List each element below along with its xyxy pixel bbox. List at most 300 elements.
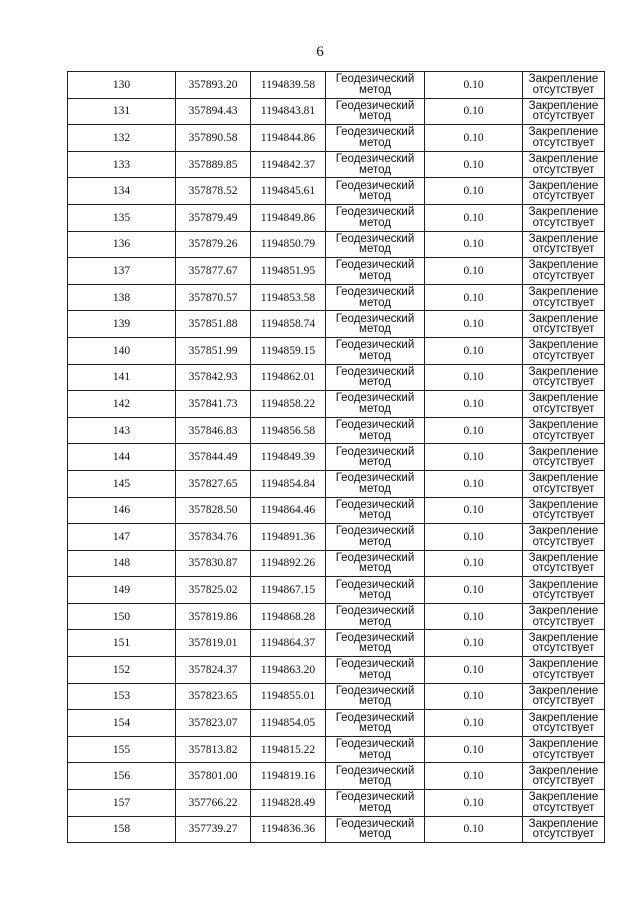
- table-row: [68, 364, 605, 391]
- marking-line-1: Закрепление: [528, 764, 599, 777]
- coordinate-x: 357828.50: [176, 497, 251, 524]
- coordinates-table: [67, 71, 605, 843]
- marking-line-2: отсутствует: [532, 642, 595, 655]
- mean-square-error: 0.10: [425, 98, 523, 125]
- method-line-2: метод: [359, 695, 391, 708]
- coordinate-x: 357879.26: [176, 231, 251, 258]
- method-line-1: Геодезический: [335, 232, 415, 245]
- coordinate-x: 357879.49: [176, 204, 251, 231]
- point-number: 156: [68, 763, 176, 790]
- mean-square-error: 0.10: [425, 736, 523, 763]
- mean-square-error: 0.10: [425, 258, 523, 285]
- coordinate-x: 357894.43: [176, 98, 251, 125]
- table-row: [68, 151, 605, 178]
- marking-description: [523, 417, 605, 444]
- table-row: [68, 497, 605, 524]
- method-line-2: метод: [359, 429, 391, 442]
- marking-line-1: Закрепление: [528, 445, 599, 458]
- method-line-1: Геодезический: [335, 153, 415, 166]
- determination-method: [326, 550, 425, 577]
- method-line-1: Геодезический: [335, 791, 415, 804]
- point-number: 138: [68, 284, 176, 311]
- method-line-1: Геодезический: [335, 631, 415, 644]
- marking-line-1: Закрепление: [528, 817, 599, 830]
- mean-square-error: 0.10: [425, 72, 523, 99]
- determination-method: [326, 763, 425, 790]
- marking-line-1: Закрепление: [528, 339, 599, 352]
- marking-description: [523, 72, 605, 99]
- marking-description: [523, 98, 605, 125]
- coordinate-x: 357846.83: [176, 417, 251, 444]
- method-line-2: метод: [359, 296, 391, 309]
- point-number: 149: [68, 577, 176, 604]
- marking-line-1: Закрепление: [528, 179, 599, 192]
- coordinate-y: 1194868.28: [251, 603, 326, 630]
- marking-line-2: отсутствует: [532, 695, 595, 708]
- method-line-2: метод: [359, 748, 391, 761]
- marking-line-2: отсутствует: [532, 589, 595, 602]
- marking-line-2: отсутствует: [532, 801, 595, 814]
- marking-description: [523, 204, 605, 231]
- table-row: [68, 524, 605, 551]
- method-line-1: Геодезический: [335, 419, 415, 432]
- coordinate-x: 357851.99: [176, 337, 251, 364]
- method-line-2: метод: [359, 376, 391, 389]
- coordinate-y: 1194819.16: [251, 763, 326, 790]
- table-row: [68, 603, 605, 630]
- marking-line-1: Закрепление: [528, 419, 599, 432]
- method-line-2: метод: [359, 828, 391, 841]
- marking-line-1: Закрепление: [528, 232, 599, 245]
- coordinate-x: 357819.86: [176, 603, 251, 630]
- method-line-2: метод: [359, 615, 391, 628]
- point-number: 139: [68, 311, 176, 338]
- coordinate-y: 1194864.37: [251, 630, 326, 657]
- determination-method: [326, 736, 425, 763]
- coordinate-y: 1194854.84: [251, 470, 326, 497]
- marking-description: [523, 391, 605, 418]
- table-row: [68, 125, 605, 152]
- marking-description: [523, 231, 605, 258]
- coordinate-y: 1194836.36: [251, 816, 326, 843]
- marking-line-1: Закрепление: [528, 791, 599, 804]
- coordinate-x: 357825.02: [176, 577, 251, 604]
- coordinate-x: 357813.82: [176, 736, 251, 763]
- determination-method: [326, 364, 425, 391]
- table-row: [68, 577, 605, 604]
- marking-line-2: отсутствует: [532, 269, 595, 282]
- table-row: [68, 231, 605, 258]
- marking-description: [523, 683, 605, 710]
- mean-square-error: 0.10: [425, 337, 523, 364]
- table-row: [68, 337, 605, 364]
- table-row: [68, 72, 605, 99]
- point-number: 147: [68, 524, 176, 551]
- marking-description: [523, 311, 605, 338]
- method-line-1: Геодезический: [335, 578, 415, 591]
- coordinate-x: 357819.01: [176, 630, 251, 657]
- point-number: 157: [68, 790, 176, 817]
- mean-square-error: 0.10: [425, 151, 523, 178]
- coordinate-y: 1194839.58: [251, 72, 326, 99]
- table-row: [68, 391, 605, 418]
- method-line-1: Геодезический: [335, 339, 415, 352]
- table-row: [68, 816, 605, 843]
- table-row: [68, 470, 605, 497]
- determination-method: [326, 683, 425, 710]
- mean-square-error: 0.10: [425, 630, 523, 657]
- point-number: 134: [68, 178, 176, 205]
- mean-square-error: 0.10: [425, 550, 523, 577]
- method-line-2: метод: [359, 535, 391, 548]
- mean-square-error: 0.10: [425, 470, 523, 497]
- coordinate-x: 357890.58: [176, 125, 251, 152]
- method-line-2: метод: [359, 801, 391, 814]
- mean-square-error: 0.10: [425, 790, 523, 817]
- coordinate-y: 1194859.15: [251, 337, 326, 364]
- marking-line-1: Закрепление: [528, 153, 599, 166]
- point-number: 155: [68, 736, 176, 763]
- point-number: 140: [68, 337, 176, 364]
- marking-line-1: Закрепление: [528, 365, 599, 378]
- method-line-2: метод: [359, 83, 391, 96]
- marking-line-2: отсутствует: [532, 163, 595, 176]
- method-line-2: метод: [359, 562, 391, 575]
- mean-square-error: 0.10: [425, 391, 523, 418]
- marking-line-2: отсутствует: [532, 296, 595, 309]
- coordinate-y: 1194845.61: [251, 178, 326, 205]
- marking-line-2: отсутствует: [532, 535, 595, 548]
- coordinate-x: 357870.57: [176, 284, 251, 311]
- determination-method: [326, 178, 425, 205]
- marking-line-2: отсутствует: [532, 509, 595, 522]
- coordinate-y: 1194858.74: [251, 311, 326, 338]
- table-row: [68, 258, 605, 285]
- marking-description: [523, 790, 605, 817]
- marking-description: [523, 763, 605, 790]
- mean-square-error: 0.10: [425, 657, 523, 684]
- method-line-1: Геодезический: [335, 472, 415, 485]
- mean-square-error: 0.10: [425, 763, 523, 790]
- table-row: [68, 550, 605, 577]
- method-line-1: Геодезический: [335, 206, 415, 219]
- coordinate-x: 357851.88: [176, 311, 251, 338]
- determination-method: [326, 258, 425, 285]
- coordinate-y: 1194849.39: [251, 444, 326, 471]
- determination-method: [326, 284, 425, 311]
- marking-line-2: отсутствует: [532, 456, 595, 469]
- determination-method: [326, 337, 425, 364]
- method-line-2: метод: [359, 269, 391, 282]
- determination-method: [326, 577, 425, 604]
- table-row: [68, 657, 605, 684]
- method-line-1: Геодезический: [335, 445, 415, 458]
- coordinate-x: 357823.65: [176, 683, 251, 710]
- marking-line-1: Закрепление: [528, 551, 599, 564]
- mean-square-error: 0.10: [425, 683, 523, 710]
- marking-description: [523, 577, 605, 604]
- table-body: [68, 72, 605, 843]
- marking-description: [523, 816, 605, 843]
- mean-square-error: 0.10: [425, 417, 523, 444]
- point-number: 135: [68, 204, 176, 231]
- method-line-1: Геодезический: [335, 525, 415, 538]
- marking-line-2: отсутствует: [532, 429, 595, 442]
- marking-line-1: Закрепление: [528, 684, 599, 697]
- coordinate-x: 357830.87: [176, 550, 251, 577]
- coordinate-y: 1194828.49: [251, 790, 326, 817]
- marking-line-2: отсутствует: [532, 190, 595, 203]
- method-line-1: Геодезический: [335, 605, 415, 618]
- marking-line-2: отсутствует: [532, 323, 595, 336]
- mean-square-error: 0.10: [425, 364, 523, 391]
- coordinate-y: 1194867.15: [251, 577, 326, 604]
- method-line-2: метод: [359, 349, 391, 362]
- determination-method: [326, 311, 425, 338]
- coordinate-x: 357841.73: [176, 391, 251, 418]
- coordinate-x: 357878.52: [176, 178, 251, 205]
- table-row: [68, 178, 605, 205]
- determination-method: [326, 231, 425, 258]
- mean-square-error: 0.10: [425, 204, 523, 231]
- method-line-2: метод: [359, 642, 391, 655]
- marking-line-2: отсутствует: [532, 216, 595, 229]
- method-line-1: Геодезический: [335, 684, 415, 697]
- marking-line-1: Закрепление: [528, 711, 599, 724]
- marking-description: [523, 550, 605, 577]
- point-number: 154: [68, 710, 176, 737]
- marking-description: [523, 524, 605, 551]
- marking-description: [523, 444, 605, 471]
- page-number: 6: [316, 44, 324, 60]
- marking-line-1: Закрепление: [528, 126, 599, 139]
- method-line-1: Геодезический: [335, 764, 415, 777]
- method-line-1: Геодезический: [335, 817, 415, 830]
- determination-method: [326, 444, 425, 471]
- point-number: 153: [68, 683, 176, 710]
- marking-description: [523, 258, 605, 285]
- mean-square-error: 0.10: [425, 444, 523, 471]
- coordinate-y: 1194850.79: [251, 231, 326, 258]
- method-line-1: Геодезический: [335, 365, 415, 378]
- method-line-1: Геодезический: [335, 126, 415, 139]
- marking-description: [523, 178, 605, 205]
- marking-line-2: отсутствует: [532, 775, 595, 788]
- marking-line-2: отсутствует: [532, 376, 595, 389]
- coordinate-y: 1194849.86: [251, 204, 326, 231]
- table-row: [68, 710, 605, 737]
- coordinate-x: 357801.00: [176, 763, 251, 790]
- point-number: 130: [68, 72, 176, 99]
- marking-description: [523, 151, 605, 178]
- coordinate-x: 357827.65: [176, 470, 251, 497]
- determination-method: [326, 204, 425, 231]
- coordinate-y: 1194851.95: [251, 258, 326, 285]
- marking-line-2: отсутствует: [532, 482, 595, 495]
- mean-square-error: 0.10: [425, 603, 523, 630]
- coordinate-x: 357766.22: [176, 790, 251, 817]
- point-number: 141: [68, 364, 176, 391]
- method-line-2: метод: [359, 402, 391, 415]
- coordinate-y: 1194854.05: [251, 710, 326, 737]
- mean-square-error: 0.10: [425, 577, 523, 604]
- marking-description: [523, 470, 605, 497]
- coordinate-y: 1194855.01: [251, 683, 326, 710]
- determination-method: [326, 497, 425, 524]
- marking-description: [523, 657, 605, 684]
- method-line-2: метод: [359, 136, 391, 149]
- coordinate-x: 357889.85: [176, 151, 251, 178]
- coordinate-x: 357877.67: [176, 258, 251, 285]
- point-number: 151: [68, 630, 176, 657]
- table-row: [68, 444, 605, 471]
- method-line-1: Геодезический: [335, 73, 415, 86]
- coordinate-y: 1194853.58: [251, 284, 326, 311]
- determination-method: [326, 417, 425, 444]
- determination-method: [326, 710, 425, 737]
- point-number: 150: [68, 603, 176, 630]
- point-number: 148: [68, 550, 176, 577]
- point-number: 133: [68, 151, 176, 178]
- determination-method: [326, 391, 425, 418]
- mean-square-error: 0.10: [425, 311, 523, 338]
- marking-line-2: отсутствует: [532, 402, 595, 415]
- method-line-2: метод: [359, 589, 391, 602]
- method-line-2: метод: [359, 163, 391, 176]
- point-number: 143: [68, 417, 176, 444]
- marking-line-1: Закрепление: [528, 498, 599, 511]
- marking-description: [523, 497, 605, 524]
- marking-line-2: отсутствует: [532, 668, 595, 681]
- determination-method: [326, 72, 425, 99]
- marking-description: [523, 284, 605, 311]
- point-number: 152: [68, 657, 176, 684]
- mean-square-error: 0.10: [425, 231, 523, 258]
- marking-line-2: отсутствует: [532, 748, 595, 761]
- marking-line-2: отсутствует: [532, 349, 595, 362]
- method-line-1: Геодезический: [335, 738, 415, 751]
- method-line-1: Геодезический: [335, 99, 415, 112]
- marking-line-2: отсутствует: [532, 562, 595, 575]
- coordinate-y: 1194892.26: [251, 550, 326, 577]
- marking-line-2: отсутствует: [532, 615, 595, 628]
- marking-line-2: отсутствует: [532, 828, 595, 841]
- coordinate-x: 357834.76: [176, 524, 251, 551]
- marking-line-2: отсутствует: [532, 722, 595, 735]
- table-row: [68, 417, 605, 444]
- coordinate-x: 357824.37: [176, 657, 251, 684]
- determination-method: [326, 98, 425, 125]
- point-number: 132: [68, 125, 176, 152]
- determination-method: [326, 603, 425, 630]
- mean-square-error: 0.10: [425, 497, 523, 524]
- marking-description: [523, 125, 605, 152]
- point-number: 145: [68, 470, 176, 497]
- coordinate-x: 357842.93: [176, 364, 251, 391]
- table-row: [68, 311, 605, 338]
- marking-description: [523, 337, 605, 364]
- marking-line-1: Закрепление: [528, 73, 599, 86]
- coordinate-y: 1194864.46: [251, 497, 326, 524]
- coordinate-y: 1194842.37: [251, 151, 326, 178]
- marking-description: [523, 630, 605, 657]
- marking-line-1: Закрепление: [528, 525, 599, 538]
- marking-line-1: Закрепление: [528, 631, 599, 644]
- marking-description: [523, 736, 605, 763]
- marking-line-1: Закрепление: [528, 312, 599, 325]
- determination-method: [326, 470, 425, 497]
- determination-method: [326, 151, 425, 178]
- coordinate-y: 1194843.81: [251, 98, 326, 125]
- marking-description: [523, 603, 605, 630]
- table-row: [68, 204, 605, 231]
- method-line-1: Геодезический: [335, 392, 415, 405]
- mean-square-error: 0.10: [425, 178, 523, 205]
- marking-line-2: отсутствует: [532, 243, 595, 256]
- coordinate-y: 1194815.22: [251, 736, 326, 763]
- table-row: [68, 736, 605, 763]
- method-line-2: метод: [359, 216, 391, 229]
- point-number: 131: [68, 98, 176, 125]
- mean-square-error: 0.10: [425, 284, 523, 311]
- table-row: [68, 98, 605, 125]
- point-number: 137: [68, 258, 176, 285]
- coordinate-x: 357893.20: [176, 72, 251, 99]
- table-row: [68, 630, 605, 657]
- method-line-1: Геодезический: [335, 179, 415, 192]
- marking-line-2: отсутствует: [532, 136, 595, 149]
- marking-line-1: Закрепление: [528, 658, 599, 671]
- method-line-2: метод: [359, 190, 391, 203]
- coordinate-x: 357739.27: [176, 816, 251, 843]
- mean-square-error: 0.10: [425, 710, 523, 737]
- coordinate-y: 1194863.20: [251, 657, 326, 684]
- method-line-2: метод: [359, 775, 391, 788]
- point-number: 136: [68, 231, 176, 258]
- table-row: [68, 284, 605, 311]
- mean-square-error: 0.10: [425, 524, 523, 551]
- method-line-1: Геодезический: [335, 658, 415, 671]
- marking-line-2: отсутствует: [532, 83, 595, 96]
- determination-method: [326, 657, 425, 684]
- method-line-2: метод: [359, 482, 391, 495]
- mean-square-error: 0.10: [425, 125, 523, 152]
- marking-description: [523, 364, 605, 391]
- method-line-1: Геодезический: [335, 259, 415, 272]
- marking-line-1: Закрепление: [528, 206, 599, 219]
- marking-line-1: Закрепление: [528, 286, 599, 299]
- method-line-2: метод: [359, 110, 391, 123]
- coordinate-y: 1194844.86: [251, 125, 326, 152]
- method-line-2: метод: [359, 509, 391, 522]
- marking-description: [523, 710, 605, 737]
- method-line-1: Геодезический: [335, 498, 415, 511]
- coordinate-x: 357823.07: [176, 710, 251, 737]
- mean-square-error: 0.10: [425, 816, 523, 843]
- marking-line-1: Закрепление: [528, 99, 599, 112]
- marking-line-1: Закрепление: [528, 472, 599, 485]
- coordinate-y: 1194891.36: [251, 524, 326, 551]
- method-line-2: метод: [359, 722, 391, 735]
- coordinate-x: 357844.49: [176, 444, 251, 471]
- determination-method: [326, 816, 425, 843]
- method-line-1: Геодезический: [335, 286, 415, 299]
- marking-line-1: Закрепление: [528, 392, 599, 405]
- table-row: [68, 683, 605, 710]
- point-number: 158: [68, 816, 176, 843]
- table-row: [68, 763, 605, 790]
- coordinate-y: 1194856.58: [251, 417, 326, 444]
